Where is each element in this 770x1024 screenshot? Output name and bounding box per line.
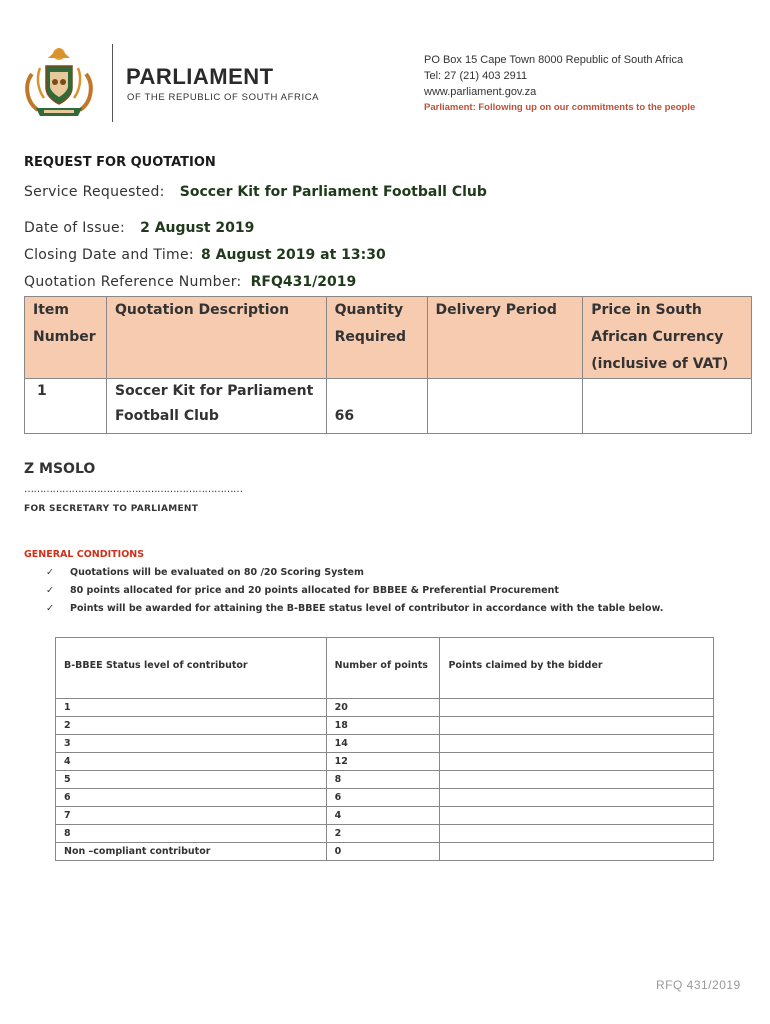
bbbee-claimed[interactable] bbox=[440, 771, 714, 789]
header-price-line3: (inclusive of VAT) bbox=[591, 356, 729, 372]
condition-text: Quotations will be evaluated on 80 /20 Scoring System bbox=[70, 567, 364, 578]
bbbee-claimed[interactable] bbox=[440, 717, 714, 735]
row-delivery-period[interactable] bbox=[427, 379, 583, 434]
bbbee-level: 4 bbox=[56, 753, 327, 771]
header-price bbox=[583, 297, 752, 379]
bbbee-row bbox=[56, 843, 714, 861]
bbbee-points: 4 bbox=[326, 807, 440, 825]
closing-line bbox=[24, 244, 386, 263]
bbbee-claimed[interactable] bbox=[440, 699, 714, 717]
header-qty-line1: Quantity bbox=[334, 302, 404, 318]
bbbee-header-row bbox=[56, 638, 714, 699]
header-price-line2: African Currency bbox=[591, 329, 724, 345]
bbbee-row bbox=[56, 717, 714, 735]
bbbee-level: 1 bbox=[56, 699, 327, 717]
bbbee-row bbox=[56, 753, 714, 771]
bbbee-row bbox=[56, 699, 714, 717]
coat-of-arms-icon bbox=[22, 44, 96, 120]
bbbee-level: 7 bbox=[56, 807, 327, 825]
condition-item bbox=[46, 567, 364, 578]
closing-value: 8 August 2019 at 13:30 bbox=[201, 247, 386, 263]
general-conditions-heading: GENERAL CONDITIONS bbox=[24, 549, 145, 560]
header-delivery bbox=[427, 297, 583, 379]
bbbee-claimed[interactable] bbox=[440, 843, 714, 861]
row-desc-line1: Soccer Kit for Parliament bbox=[114, 383, 314, 399]
bbbee-level: 8 bbox=[56, 825, 327, 843]
org-subtitle: OF THE REPUBLIC OF SOUTH AFRICA bbox=[127, 92, 320, 103]
contact-address: PO Box 15 Cape Town 8000 Republic of South Africa bbox=[424, 54, 684, 66]
row-price[interactable] bbox=[583, 379, 752, 434]
bbbee-claimed[interactable] bbox=[440, 807, 714, 825]
bbbee-header-claimed: Points claimed by the bidder bbox=[440, 638, 714, 699]
header-qty-line2: Required bbox=[334, 329, 407, 345]
bbbee-level: 5 bbox=[56, 771, 327, 789]
row-desc-line2: Football Club bbox=[114, 408, 219, 424]
bbbee-points: 6 bbox=[326, 789, 440, 807]
condition-item bbox=[46, 603, 663, 614]
issue-value: 2 August 2019 bbox=[140, 220, 255, 236]
bbbee-claimed[interactable] bbox=[440, 825, 714, 843]
contact-tel: Tel: 27 (21) 403 2911 bbox=[424, 70, 528, 82]
bbbee-points: 14 bbox=[326, 735, 440, 753]
bbbee-row bbox=[56, 789, 714, 807]
condition-text: 80 points allocated for price and 20 points allocated for BBBEE & Preferential Procurement bbox=[70, 585, 559, 596]
header-desc-text: Quotation Description bbox=[114, 302, 290, 318]
bbbee-header-points: Number of points bbox=[326, 638, 440, 699]
bbbee-points: 12 bbox=[326, 753, 440, 771]
tagline: Parliament: Following up on our commitments to the people bbox=[424, 102, 696, 113]
bbbee-points: 0 bbox=[326, 843, 440, 861]
bbbee-header-level: B-BBEE Status level of contributor bbox=[56, 638, 327, 699]
bbbee-row bbox=[56, 825, 714, 843]
checkmark-icon: ✓ bbox=[46, 567, 54, 578]
issue-label: Date of Issue: bbox=[24, 220, 125, 236]
signatory-title: FOR SECRETARY TO PARLIAMENT bbox=[24, 504, 199, 514]
header-divider bbox=[112, 44, 113, 122]
reference-value: RFQ431/2019 bbox=[250, 274, 357, 290]
header-delivery-text: Delivery Period bbox=[435, 302, 557, 318]
row-quantity: 66 bbox=[326, 379, 427, 434]
reference-line bbox=[24, 271, 356, 290]
checkmark-icon: ✓ bbox=[46, 603, 54, 614]
bbbee-claimed[interactable] bbox=[440, 789, 714, 807]
bbbee-row bbox=[56, 807, 714, 825]
bbbee-level: 2 bbox=[56, 717, 327, 735]
bbbee-points: 18 bbox=[326, 717, 440, 735]
header-item-number bbox=[25, 297, 107, 379]
quotation-row bbox=[25, 379, 752, 434]
service-line bbox=[24, 181, 487, 200]
condition-item bbox=[46, 585, 559, 596]
document-title: REQUEST FOR QUOTATION bbox=[24, 155, 216, 170]
bbbee-level: Non –compliant contributor bbox=[56, 843, 327, 861]
issue-line bbox=[24, 217, 254, 236]
footer-reference: RFQ 431/2019 bbox=[656, 978, 741, 992]
condition-text: Points will be awarded for attaining the B-BBEE status level of contributor in accordance with the table below. bbox=[70, 603, 664, 614]
signature-line: …………………………………………………………… bbox=[24, 484, 243, 495]
service-label: Service Requested: bbox=[24, 184, 165, 200]
bbbee-row bbox=[56, 771, 714, 789]
header-quantity bbox=[326, 297, 427, 379]
service-value: Soccer Kit for Parliament Football Club bbox=[179, 184, 487, 200]
header-item-line1: Item bbox=[33, 302, 69, 318]
bbbee-claimed[interactable] bbox=[440, 753, 714, 771]
contact-block bbox=[424, 52, 683, 100]
reference-label: Quotation Reference Number: bbox=[24, 274, 242, 290]
quotation-table bbox=[24, 296, 752, 434]
signatory-name: Z MSOLO bbox=[24, 461, 96, 477]
closing-label: Closing Date and Time: bbox=[24, 247, 194, 263]
bbbee-points: 2 bbox=[326, 825, 440, 843]
quotation-header-row bbox=[25, 297, 752, 379]
bbbee-claimed[interactable] bbox=[440, 735, 714, 753]
bbbee-row bbox=[56, 735, 714, 753]
bbbee-level: 6 bbox=[56, 789, 327, 807]
bbbee-table bbox=[55, 637, 714, 861]
header-description bbox=[106, 297, 326, 379]
header-price-line1: Price in South bbox=[591, 302, 702, 318]
org-name: PARLIAMENT bbox=[126, 64, 274, 89]
checkmark-icon: ✓ bbox=[46, 585, 54, 596]
contact-web[interactable]: www.parliament.gov.za bbox=[424, 86, 537, 98]
row-description bbox=[106, 379, 326, 434]
header-item-line2: Number bbox=[33, 329, 96, 345]
row-item-number: 1 bbox=[25, 379, 107, 434]
bbbee-level: 3 bbox=[56, 735, 327, 753]
bbbee-points: 20 bbox=[326, 699, 440, 717]
bbbee-points: 8 bbox=[326, 771, 440, 789]
